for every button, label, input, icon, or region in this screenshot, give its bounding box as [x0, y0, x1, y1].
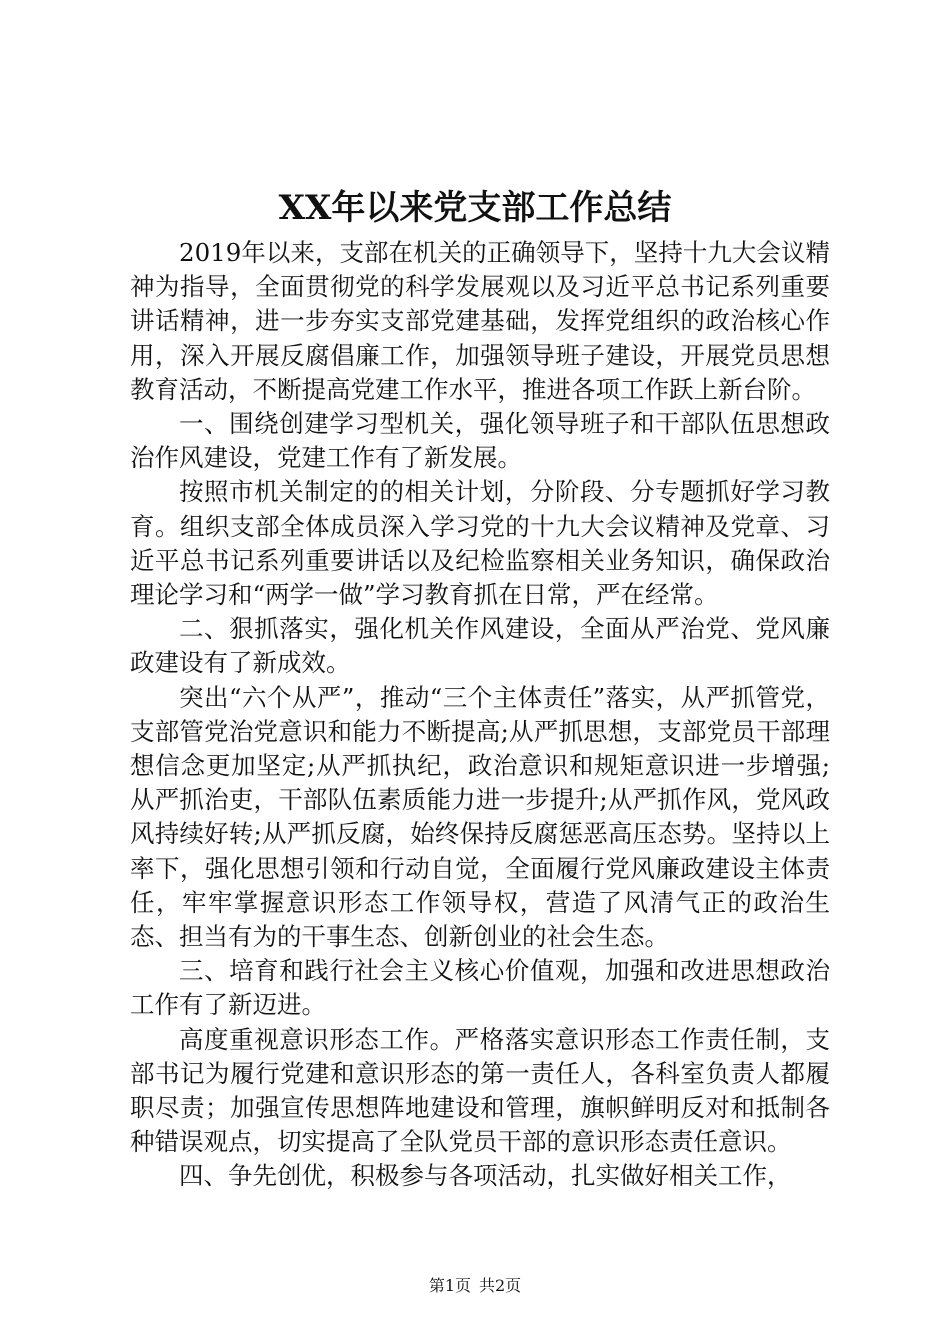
section-heading-4: 四、争先创优，积极参与各项活动，扎实做好相关工作， [179, 1161, 792, 1191]
paragraph-intro: 2019年以来，支部在机关的正确领导下，坚持十九大会议精神为指导，全面贯彻党的科学发展观以及习近平总书记系列重要讲话精神，进一步夯实支部党建基础，发挥党组织的政治核心作用，深入开展反腐倡廉工作，加强领导班子建设，开展党员思想教育活动，不断提高党建工作水平，推进各项工作跃上新台阶。 [130, 238, 830, 404]
section-heading-3: 三、培育和践行社会主义核心价值观，加强和改进思想政治工作有了新迈进。 [130, 956, 830, 1020]
page-footer [0, 1274, 950, 1298]
page-total: 共2页 [479, 1276, 522, 1295]
section-heading-2: 二、狠抓落实，强化机关作风建设，全面从严治党、党风廉政建设有了新成效。 [130, 614, 830, 678]
paragraph-section-1: 按照市机关制定的的相关计划，分阶段、分专题抓好学习教育。组织支部全体成员深入学习党的十九大会议精神及党章、习近平总书记系列重要讲话以及纪检监察相关业务知识，确保政治理论学习和“两学一做”学习教育抓在日常，严在经常。 [130, 477, 830, 610]
page-number: 第1页 [428, 1276, 471, 1295]
section-heading-1: 一、围绕创建学习型机关，强化领导班子和干部队伍思想政治作风建设，党建工作有了新发展。 [130, 409, 830, 473]
paragraph-section-2: 突出“六个从严”，推动“三个主体责任”落实，从严抓管党，支部管党治党意识和能力不断提高;从严抓思想，支部党员干部理想信念更加坚定;从严抓执纪，政治意识和规矩意识进一步增强;从严抓治吏，干部队伍素质能力进一步提升;从严抓作风，党风政风持续好转;从严抓反腐，始终保持反腐惩恶高压态势。坚持以上率下，强化思想引领和行动自觉，全面履行党风廉政建设主体责任，牢牢掌握意识形态工作领导权，营造了风清气正的政治生态、担当有为的干事生态、创新创业的社会生态。 [130, 682, 830, 952]
document-title: XX年以来党支部工作总结 [278, 188, 672, 228]
paragraph-section-3: 高度重视意识形态工作。严格落实意识形态工作责任制，支部书记为履行党建和意识形态的第一责任人，各科室负责人都履职尽责；加强宣传思想阵地建设和管理，旗帜鲜明反对和抵制各种错误观点，切实提高了全队党员干部的意识形态责任意识。 [130, 1024, 830, 1157]
document-body [130, 236, 830, 1194]
